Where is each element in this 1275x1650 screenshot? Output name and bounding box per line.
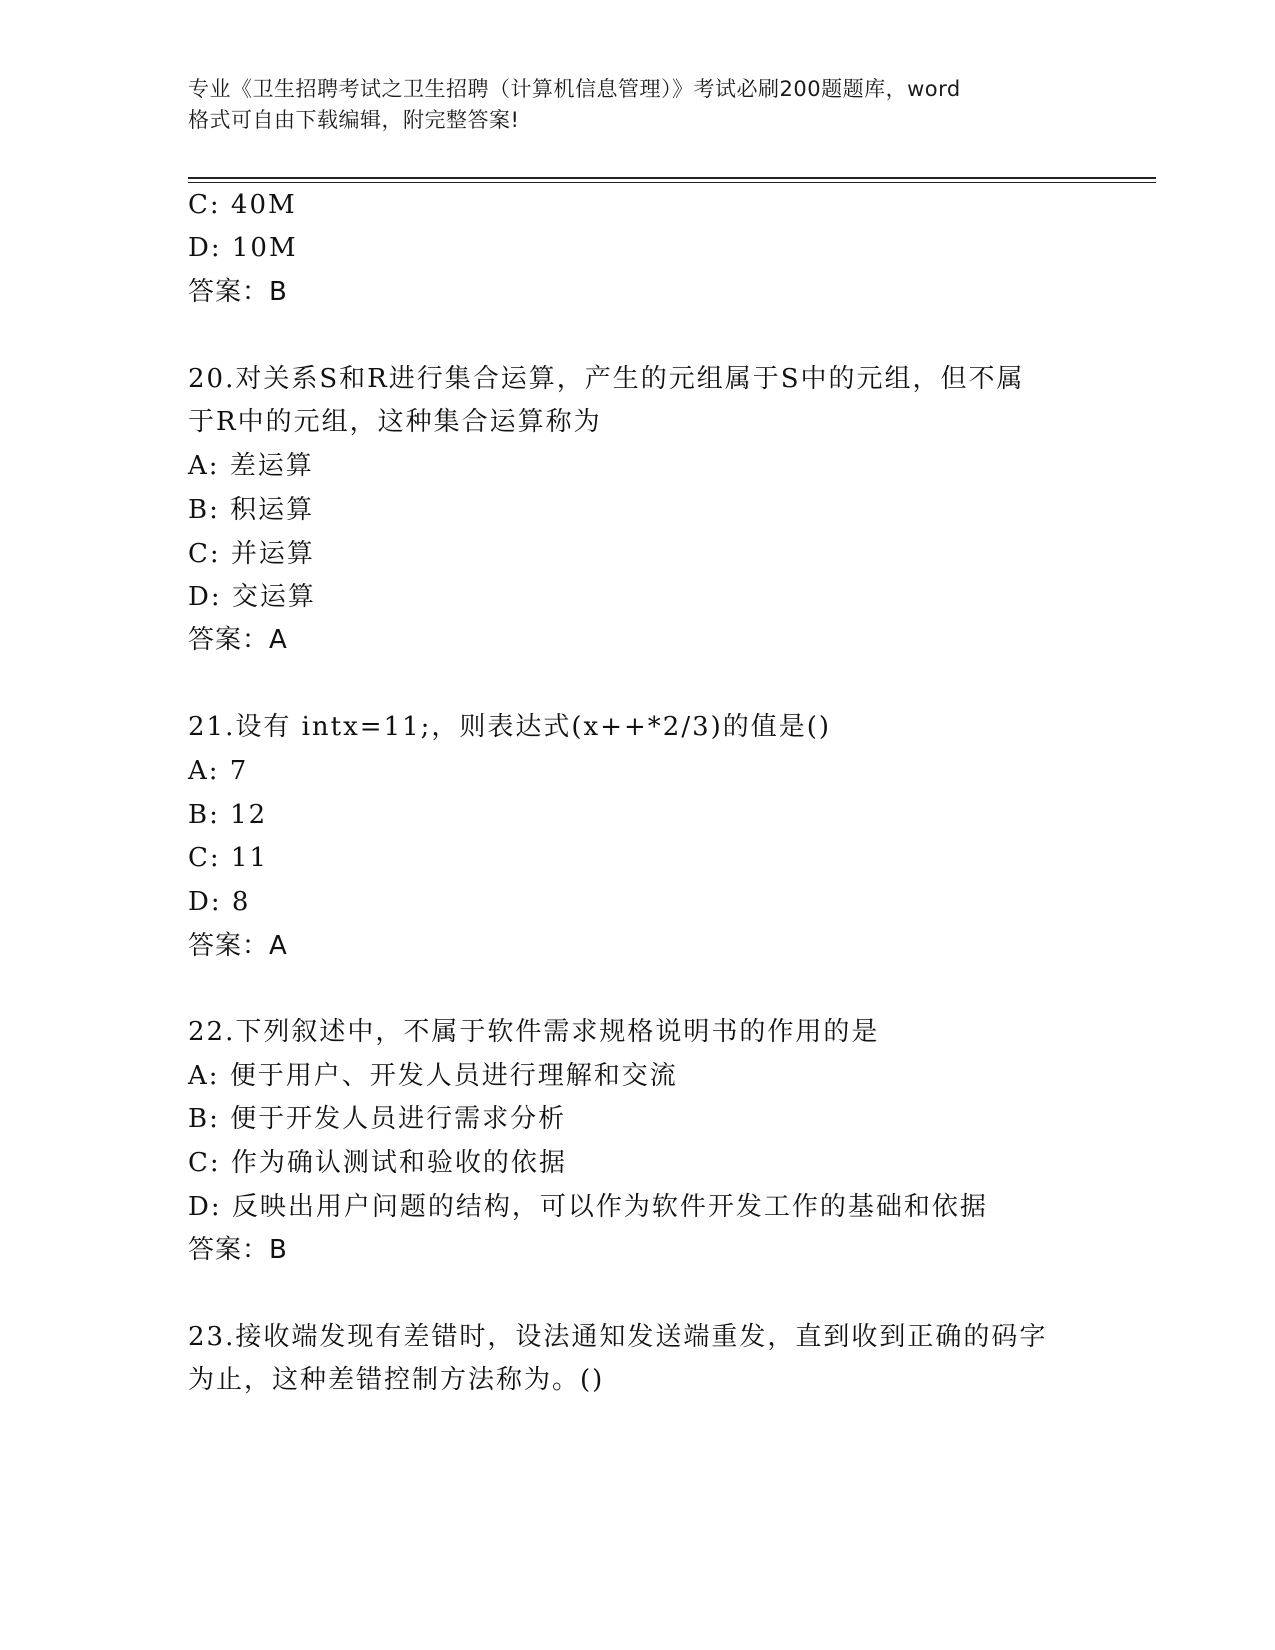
q22-option-a: A: 便于用户、开发人员进行理解和交流 [188, 1061, 678, 1091]
q23-stem-line-1: 23.接收端发现有差错时，设法通知发送端重发，直到收到正确的码字 [188, 1322, 1048, 1352]
q22-answer: 答案：B [188, 1235, 288, 1265]
q20-option-b: B: 积运算 [188, 495, 315, 525]
q21-option-b: B: 12 [188, 800, 268, 830]
q23-stem-line-2: 为止，这种差错控制方法称为。() [188, 1365, 605, 1395]
header-line-1: 专业《卫生招聘考试之卫生招聘（计算机信息管理）》考试必刷200题题库，word [188, 77, 961, 101]
q22-option-d: D: 反映出用户问题的结构，可以作为软件开发工作的基础和依据 [188, 1192, 988, 1222]
q20-stem-line-2: 于R中的元组，这种集合运算称为 [188, 407, 602, 437]
q21-option-a: A: 7 [188, 756, 249, 786]
q21-option-c: C: 11 [188, 843, 269, 873]
header-rule-thin [188, 182, 1156, 183]
q20-answer: 答案：A [188, 625, 288, 655]
prev-option-c: C: 40M [188, 190, 297, 220]
q21-stem-line-1: 21.设有 intx=11;，则表达式(x++*2/3)的值是() [188, 712, 832, 742]
q22-option-b: B: 便于开发人员进行需求分析 [188, 1104, 567, 1134]
q21-answer: 答案：A [188, 931, 288, 961]
q20-option-d: D: 交运算 [188, 582, 316, 612]
q21-option-d: D: 8 [188, 887, 251, 917]
header-line-2: 格式可自由下载编辑，附完整答案! [188, 108, 520, 132]
prev-answer: 答案：B [188, 277, 288, 307]
q20-option-c: C: 并运算 [188, 539, 315, 569]
q20-stem-line-1: 20.对关系S和R进行集合运算，产生的元组属于S中的元组，但不属 [188, 364, 1025, 394]
document-header [188, 74, 1088, 136]
header-rule-thick [188, 177, 1156, 179]
prev-option-d: D: 10M [188, 233, 298, 263]
q22-option-c: C: 作为确认测试和验收的依据 [188, 1148, 567, 1178]
q22-stem-line-1: 22.下列叙述中，不属于软件需求规格说明书的作用的是 [188, 1017, 880, 1047]
q20-option-a: A: 差运算 [188, 451, 314, 481]
